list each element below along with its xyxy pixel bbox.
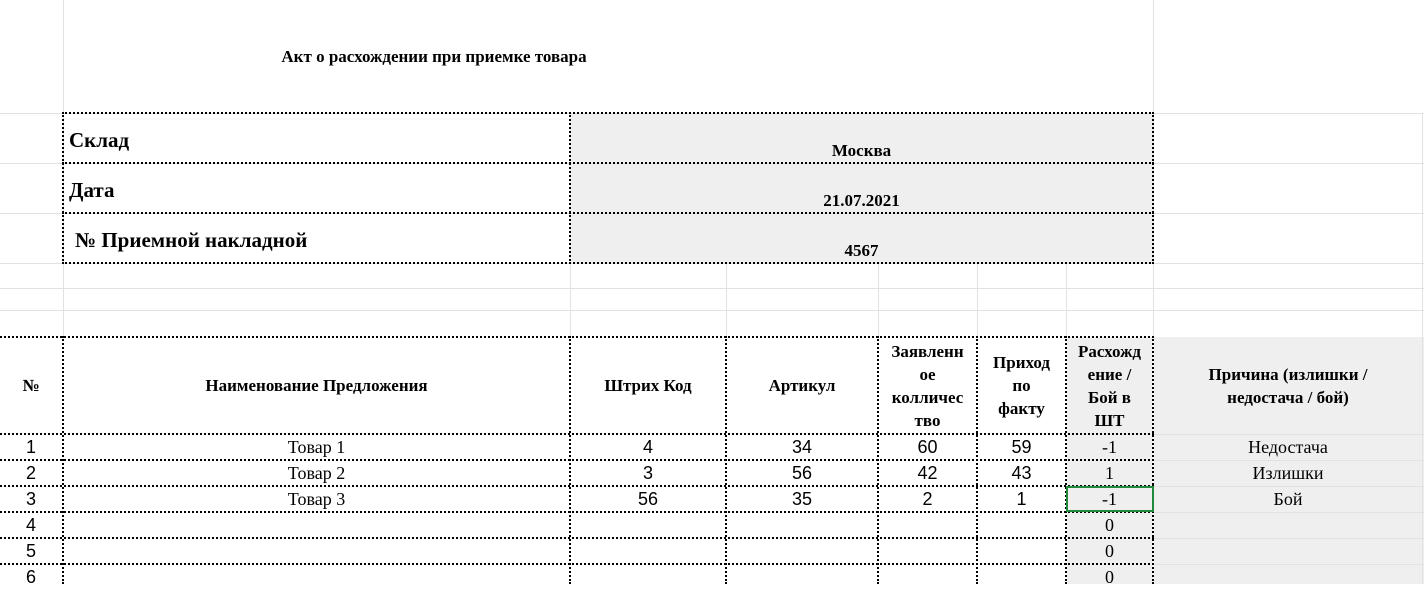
cell-actual[interactable] [978,539,1065,563]
warehouse-value[interactable] [570,114,1153,162]
active-cell-selection [1066,486,1154,512]
header-line: тво [914,410,941,430]
cell-name[interactable] [64,539,569,563]
cell-diff[interactable]: 0 [1105,540,1114,561]
cell-barcode[interactable]: 3 [642,462,653,483]
invoice-number-label[interactable]: № Приемной накладной [75,227,308,252]
cell-declared[interactable]: 60 [917,436,938,457]
column-header-declared[interactable] [879,338,976,433]
cell-reason[interactable]: Бой [1273,489,1303,509]
cell-reason[interactable] [1154,539,1422,564]
cell-diff[interactable]: 0 [1105,566,1114,587]
header-line: ШТ [1094,410,1125,430]
cell-actual[interactable]: 59 [1011,436,1032,457]
header-line: Бой в [1088,387,1131,407]
cell-reason[interactable] [1154,513,1422,538]
cell-article[interactable] [727,513,877,537]
header-line: факту [998,399,1045,418]
cell-actual[interactable]: 43 [1011,462,1032,483]
warehouse-label[interactable]: Склад [69,127,130,152]
header-line: недостача / бой) [1227,387,1349,407]
header-line: ое [919,364,936,384]
header-line: по [1012,376,1031,395]
cell-reason[interactable] [1154,565,1422,584]
cell-declared[interactable] [879,513,976,537]
cell-declared[interactable] [879,565,976,584]
page-title [63,40,1424,74]
cell-name[interactable]: Товар 1 [287,436,346,457]
cell-actual[interactable]: 1 [1016,488,1027,509]
cell-diff-selected[interactable]: -1 [1102,488,1117,509]
date-value[interactable] [570,164,1153,212]
cell-barcode[interactable] [571,513,725,537]
cell-article[interactable] [727,539,877,563]
header-line: Причина (излишки / [1208,364,1368,384]
cell-declared[interactable] [879,539,976,563]
cell-actual[interactable] [978,513,1065,537]
cell-name[interactable]: Товар 2 [287,462,346,483]
cell-barcode[interactable]: 4 [642,436,653,457]
column-header-barcode[interactable]: Штрих Код [604,376,692,395]
cell-declared[interactable]: 2 [922,488,933,509]
cell-name[interactable]: Товар 3 [287,488,346,509]
cell-article[interactable]: 34 [791,436,813,457]
header-line: колличес [891,387,964,407]
cell-num[interactable]: 6 [25,566,36,587]
cell-num[interactable]: 3 [25,488,36,509]
cell-declared[interactable]: 42 [917,462,938,483]
header-line: Расхожд [1077,341,1142,361]
cell-barcode[interactable] [571,565,725,584]
column-header-reason[interactable] [1154,338,1422,433]
column-header-num[interactable]: № [22,376,40,395]
date-value-text: 21.07.2021 [823,191,900,210]
header-line: Заявленн [891,341,964,361]
cell-diff[interactable]: 0 [1105,514,1114,535]
cell-barcode[interactable] [571,539,725,563]
column-header-diff[interactable] [1067,338,1152,433]
cell-name[interactable] [64,513,569,537]
cell-barcode[interactable]: 56 [637,488,659,509]
header-line: Приход [993,353,1050,372]
date-label[interactable]: Дата [69,177,115,202]
cell-actual[interactable] [978,565,1065,584]
warehouse-value-text: Москва [831,141,892,160]
cell-num[interactable]: 5 [25,540,36,561]
header-line: ение / [1087,364,1132,384]
column-header-article[interactable]: Артикул [768,376,836,395]
invoice-number-value[interactable] [570,214,1153,262]
cell-diff[interactable]: -1 [1102,436,1117,457]
column-header-name[interactable]: Наименование Предложения [205,376,428,395]
column-header-actual[interactable] [978,338,1065,433]
cell-article[interactable]: 56 [791,462,813,483]
document-title-text: Акт о расхождении при приемке товара [281,47,587,66]
cell-name[interactable] [64,565,569,584]
cell-num[interactable]: 4 [25,514,36,535]
cell-article[interactable]: 35 [791,488,813,509]
cell-reason[interactable]: Излишки [1252,463,1324,483]
cell-num[interactable]: 2 [25,462,36,483]
cell-reason[interactable]: Недостача [1248,437,1328,457]
cell-article[interactable] [727,565,877,584]
cell-num[interactable]: 1 [25,436,36,457]
cell-diff[interactable]: 1 [1105,462,1114,483]
invoice-number-value-text: 4567 [844,241,879,260]
